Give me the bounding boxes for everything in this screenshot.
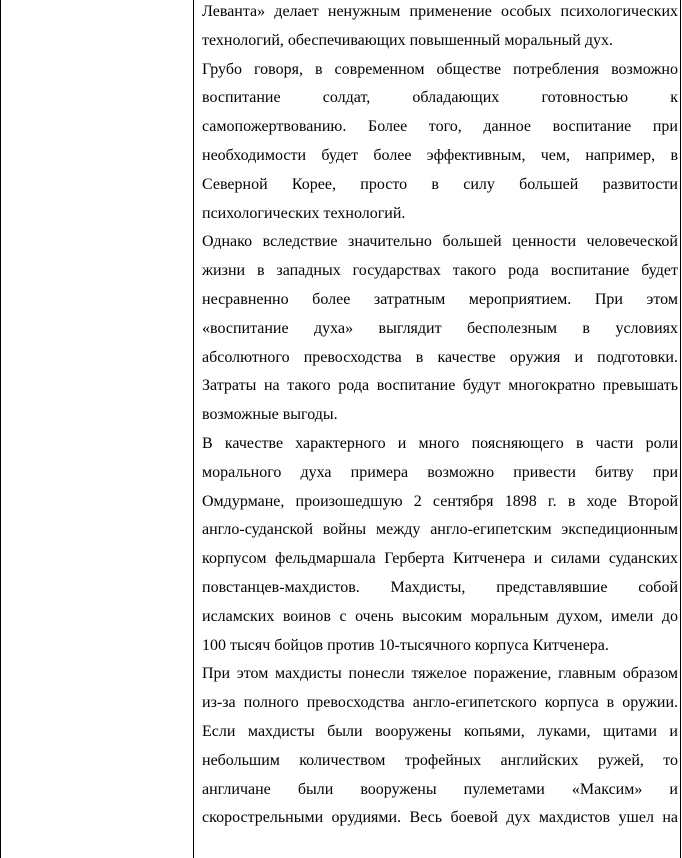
column-divider — [193, 0, 194, 858]
text-line: психологических технологий. — [202, 204, 406, 222]
text-line: жизни в западных государствах такого рода воспитание будет — [202, 262, 678, 280]
text-line: возможные выгоды. — [202, 406, 338, 424]
table-right-cell — [202, 0, 678, 833]
paragraph — [202, 660, 678, 833]
text-line: несравненно более затратным мероприятием. При этом — [202, 290, 678, 308]
text-line: повстанцев-махдистов. Махдисты, представлявшие собой — [202, 578, 678, 596]
text-line: небольшим количеством трофейных английских ружей, то — [202, 751, 678, 769]
text-line: Омдурмане, произошедшую 2 сентября 1898 г. в ходе Второй — [202, 492, 678, 510]
text-line: «воспитание духа» выглядит бесполезным в условиях — [202, 319, 678, 337]
text-line: технологий, обеспечивающих повышенный моральный дух. — [202, 31, 613, 49]
text-line: В качестве характерного и много поясняющего в части роли — [202, 434, 678, 452]
text-line: скорострельными орудиями. Весь боевой дух махдистов ушел на — [202, 809, 678, 827]
paragraph — [202, 228, 678, 430]
text-line: англо-суданской войны между англо-египетским экспедиционным — [202, 521, 678, 539]
text-line: 100 тысяч бойцов против 10-тысячного корпуса Китченера. — [202, 636, 609, 654]
text-line: из-за полного превосходства англо-египетского корпуса в оружии. — [202, 694, 678, 712]
text-line: самопожертвованию. Более того, данное воспитание при — [202, 118, 678, 136]
text-line: абсолютного превосходства в качестве оружия и подготовки. — [202, 348, 678, 366]
paragraph — [202, 430, 678, 660]
text-line: Северной Корее, просто в силу большей развитости — [202, 175, 678, 193]
text-line: Однако вследствие значительно большей ценности человеческой — [202, 233, 678, 251]
text-line: Затраты на такого рода воспитание будут многократно превышать — [202, 377, 678, 395]
text-line: воспитание солдат, обладающих готовностью к — [202, 89, 678, 107]
paragraph — [202, 56, 678, 229]
text-line: исламских воинов с очень высоким моральным духом, имели до — [202, 607, 678, 625]
text-line: Леванта» делает ненужным применение особых психологических — [202, 3, 678, 20]
text-line: При этом махдисты понесли тяжелое поражение, главным образом — [202, 665, 678, 683]
table-left-cell — [1, 0, 193, 858]
paragraph — [202, 0, 678, 56]
text-line: Грубо говоря, в современном обществе потребления возможно — [202, 60, 678, 78]
text-line: морального духа примера возможно привести битву при — [202, 463, 678, 481]
text-line: необходимости будет более эффективным, чем, например, в — [202, 146, 678, 164]
text-line: Если махдисты были вооружены копьями, луками, щитами и — [202, 722, 678, 740]
text-line: англичане были вооружены пулеметами «Максим» и — [202, 780, 678, 798]
text-line: корпусом фельдмаршала Герберта Китченера и силами суданских — [202, 550, 678, 568]
